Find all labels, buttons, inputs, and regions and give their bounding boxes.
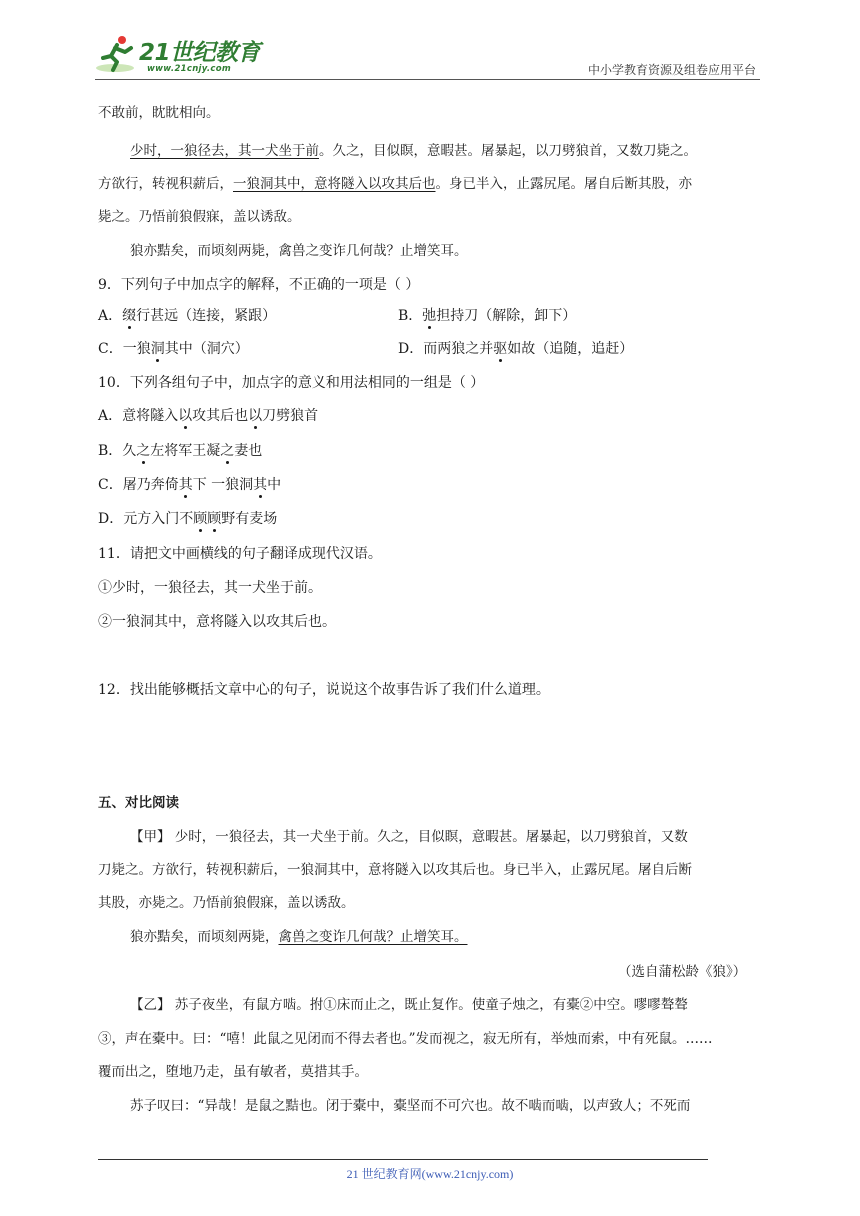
platform-name: 中小学教育资源及组卷应用平台 (587, 63, 756, 77)
dotted-char: 其 (178, 477, 193, 493)
label-yi: 【乙】 (130, 997, 171, 1013)
q9-option-c[interactable]: C．一狼洞其中（洞穴） (98, 341, 249, 357)
underlined-sentence-1: 少时，一狼径去，其一犬坐于前 (130, 143, 319, 159)
passage-jia-line: 刀毙之。方欲行，转视积薪后，一狼洞其中，意将隧入以攻其后也。身已半入，止露尻尾。屠自后断 (98, 862, 692, 878)
dotted-char: 以 (178, 408, 193, 424)
logo-url: www.21cnjy.com (147, 64, 231, 74)
passage-yi-line: 覆而出之，堕地乃走，虽有敏者，莫措其手。 (98, 1064, 368, 1080)
source-citation: （选自蒲松龄《狼》） (618, 964, 747, 980)
dotted-char: 顾 (207, 511, 222, 527)
site-logo[interactable] (95, 30, 265, 78)
q10-option-a[interactable]: A．意将隧入以攻其后也以刀劈狼首 (98, 408, 319, 424)
q9-option-d[interactable]: D．而两狼之并驱如故（追随，追赶） (398, 341, 634, 357)
passage-line: 方欲行，转视积薪后，一狼洞其中，意将隧入以攻其后也。身已半入，止露尻尾。屠自后断其股，亦 (98, 176, 692, 192)
q10-option-d[interactable]: D．元方入门不顾顾野有麦场 (98, 511, 278, 527)
header-divider (95, 79, 760, 80)
dotted-char: 之 (220, 443, 235, 459)
passage-yi-line: 【乙】 苏子夜坐，有鼠方啮。拊①床而止之，既止复作。使童子烛之，有橐②中空。嘐嘐聱聱 (130, 997, 688, 1013)
logo-text: 21世纪教育 (139, 40, 261, 66)
q10-option-c[interactable]: C．屠乃奔倚其下 一狼洞其中 (98, 477, 282, 493)
footer-divider (98, 1159, 708, 1160)
runner-logo-icon (95, 34, 141, 74)
page-footer[interactable]: 21 世纪教育网(www.21cnjy.com) (346, 1167, 514, 1181)
question-12-stem: 12．找出能够概括文章中心的句子，说说这个故事告诉了我们什么道理。 (98, 682, 550, 698)
dotted-char: 缀 (122, 308, 137, 324)
dotted-char: 顾 (193, 511, 208, 527)
dotted-char: 其 (253, 477, 268, 493)
dotted-char: 以 (248, 408, 263, 424)
dotted-char: 驱 (493, 341, 508, 357)
question-10-stem: 10．下列各组句子中，加点字的意义和用法相同的一组是（ ） (98, 375, 485, 391)
underlined-sentence-2: 一狼洞其中，意将隧入以攻其后也 (233, 176, 436, 192)
label-jia: 【甲】 (130, 829, 171, 845)
dotted-char: 洞 (150, 341, 165, 357)
section-title: 五、对比阅读 (98, 795, 179, 811)
passage-jia-line: 狼亦黠矣，而顷刻两毙，禽兽之变诈几何哉？止增笑耳。 (130, 929, 468, 945)
passage-yi-line: 苏子叹曰：“异哉！是鼠之黠也。闭于橐中，橐坚而不可穴也。故不啮而啮，以声致人；不死而 (130, 1098, 691, 1114)
q9-option-b[interactable]: B．弛担持刀（解除，卸下） (398, 308, 577, 324)
passage-line: 少时，一狼径去，其一犬坐于前。久之，目似瞑，意暇甚。屠暴起，以刀劈狼首，又数刀毙之。 (130, 143, 697, 159)
dotted-char: 弛 (422, 308, 437, 324)
passage-line: 狼亦黠矣，而顷刻两毙，禽兽之变诈几何哉？止增笑耳。 (130, 243, 468, 259)
passage-jia-line: 【甲】 少时，一狼径去，其一犬坐于前。久之，目似瞑，意暇甚。屠暴起，以刀劈狼首，又数 (130, 829, 688, 845)
underlined-sentence: 禽兽之变诈几何哉？止增笑耳。 (278, 929, 468, 945)
passage-jia-line: 其股，亦毙之。乃悟前狼假寐，盖以诱敌。 (98, 895, 355, 911)
passage-yi-line: ③，声在橐中。曰：“嘻！此鼠之见闭而不得去者也。”发而视之，寂无所有，举烛而索，中有死鼠。…… (98, 1031, 713, 1047)
passage-line: 毙之。乃悟前狼假寐，盖以诱敌。 (98, 209, 301, 225)
question-9-stem: 9．下列句子中加点字的解释，不正确的一项是（ ） (98, 277, 420, 293)
dotted-char: 之 (136, 443, 151, 459)
page-header (95, 30, 760, 80)
question-11-stem: 11．请把文中画横线的句子翻译成现代汉语。 (98, 546, 382, 562)
q9-option-a[interactable]: A．缀行甚远（连接，紧跟） (98, 308, 277, 324)
q10-option-b[interactable]: B．久之左将军王凝之妻也 (98, 443, 263, 459)
q11-sentence-2: ②一狼洞其中，意将隧入以攻其后也。 (98, 614, 336, 630)
passage-line: 不敢前，眈眈相向。 (98, 105, 220, 121)
q11-sentence-1: ①少时，一狼径去，其一犬坐于前。 (98, 580, 322, 596)
